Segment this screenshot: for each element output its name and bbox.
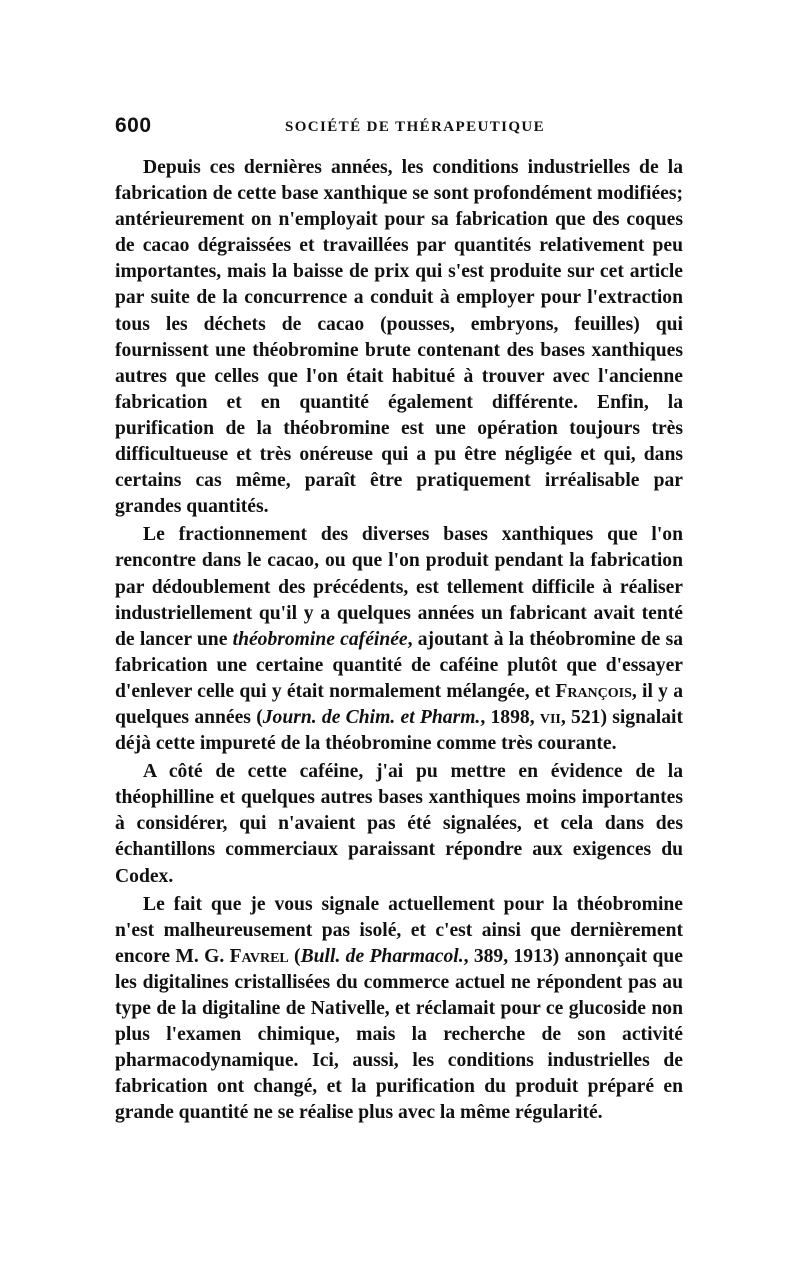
paragraph-2-part-1: Le fractionnement des diverses bases xanthiques que l'on rencontre dans le cacao, ou que l'on produit pendant la fabrication par dédoublement des précédents, est tellement difficile à réaliser industriellement qu'il y a quelques années un fabricant avait tenté de lancer une <box>115 524 683 650</box>
journal-citation: Journ. de Chim. et Pharm. <box>262 706 481 728</box>
paragraph-2-part-5: , 521) signalait déjà cette impureté de la théobromine comme très courante. <box>115 706 684 755</box>
running-title: SOCIÉTÉ DE THÉRAPEUTIQUE <box>285 119 546 135</box>
author-name: François <box>555 680 632 702</box>
paragraph-4-part-3: , 389, 1913) annonçait que les digitalines cristallisées du commerce actuel ne répondent pas au type de la digitaline de Nativelle, et réclamait pour ce glucoside non plus l'examen chimique, mais la recherche de son activité pharmacodynamique. Ici, aussi, les conditions industrielles de fabrication ont changé, et la purification du produit préparé en grande quantité ne se réalise plus avec la même régularité. <box>115 945 683 1124</box>
paragraph-4-part-1: Le fait que je vous signale actuellement pour la théobromine n'est malheureusement pas isolé, et c'est ainsi que dernièrement encore M. G. <box>115 893 683 967</box>
paragraph-2-part-4: , 1898, <box>480 706 540 728</box>
paragraph-2-part-3: , il y a quelques années ( <box>115 680 683 728</box>
paragraph-1: Depuis ces dernières années, les conditions industrielles de la fabrication de cette base xanthique se sont profondément modifiées; antérieurement on n'employait pour sa fabrication que des coques de cacao dégraissées et travaillées par quantités relativement peu importantes, mais la baisse de prix qui s'est produite sur cet article par suite de la concurrence a conduit à employer pour l'extraction tous les déchets de cacao (pousses, embryons, feuilles) qui fournissent une théobromine brute contenant des bases xanthiques autres que celles que l'on était habitué à trouver avec l'ancienne fabrication et en quantité également différente. Enfin, la purification de la théobromine est une opération toujours très difficultueuse et très onéreuse qui a pu être négligée et qui, dans certains cas même, paraît être pratiquement irréalisable par grandes quantités. <box>115 157 683 518</box>
body-text <box>115 155 683 1126</box>
italic-term: théobromine caféinée <box>232 628 408 650</box>
paragraph-4-part-2: ( <box>288 945 301 967</box>
paragraph-3: A côté de cette caféine, j'ai pu mettre en évidence de la théophilline et quelques autres bases xanthiques moins importantes à considérer, qui n'avaient pas été signalées, et cela dans des échantillons commerciaux paraissant répondre aux exigences du Codex. <box>115 761 683 887</box>
paragraph-2-part-2: , ajoutant à la théobromine de sa fabrication une certaine quantité de caféine plutôt que d'essayer d'enlever celle qui y était normalement mélangée, et <box>115 628 683 702</box>
paragraph-4 <box>115 892 683 1127</box>
paragraph-2 <box>115 522 683 757</box>
volume-number: vii <box>539 706 561 728</box>
page-header <box>115 114 685 144</box>
page-number: 600 <box>115 114 152 137</box>
journal-citation: Bull. de Pharmacol. <box>300 945 464 967</box>
author-name: Favrel <box>229 945 289 967</box>
